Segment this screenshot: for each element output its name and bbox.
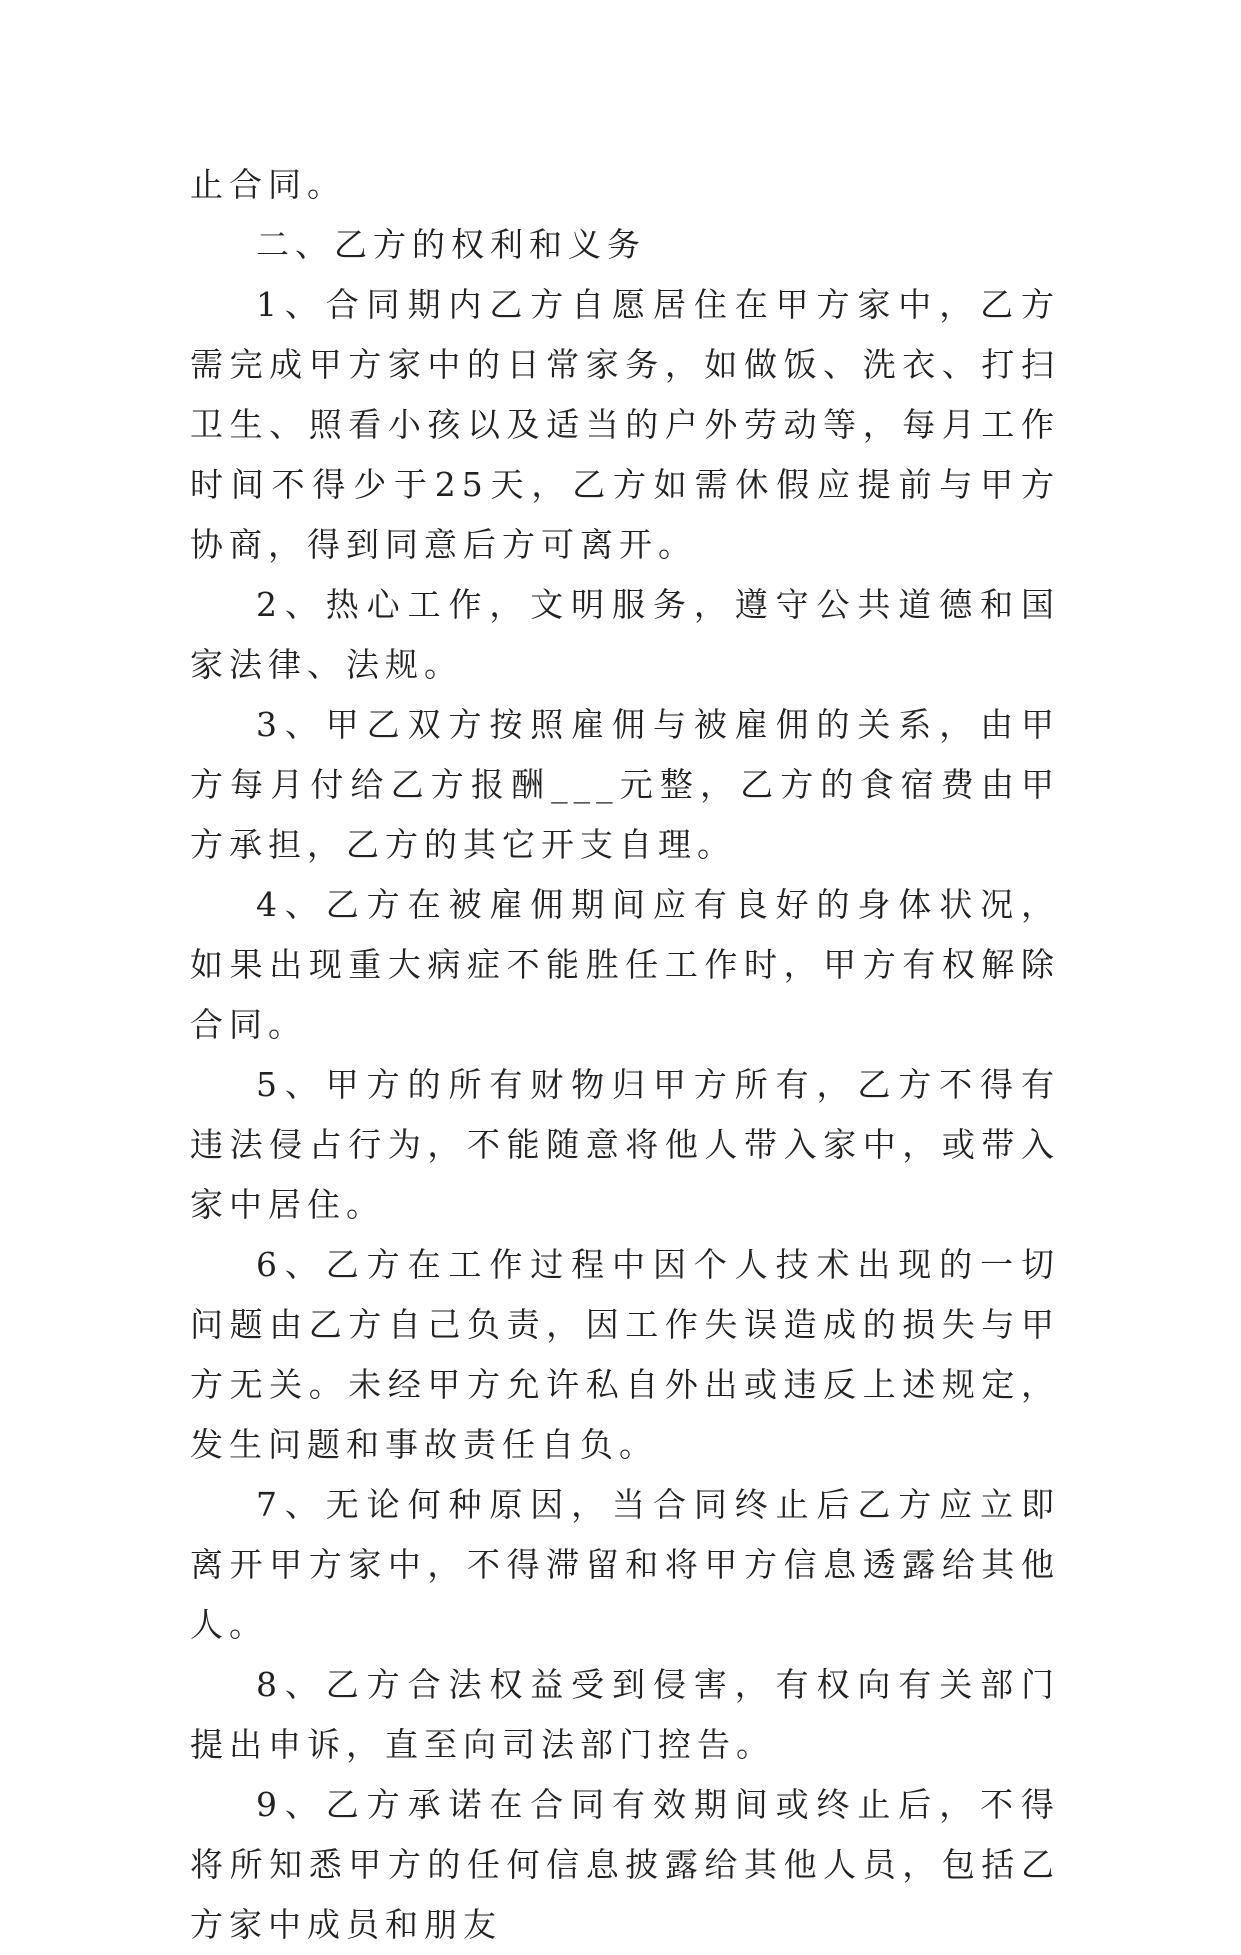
paragraph-continuation: 止合同。 bbox=[190, 165, 346, 204]
clause-4: 4、乙方在被雇佣期间应有良好的身体状况，如果出现重大病症不能胜任工作时，甲方有权解除合同。 bbox=[190, 885, 1060, 1044]
clause-5: 5、甲方的所有财物归甲方所有，乙方不得有违法侵占行为，不能随意将他人带入家中，或带入家中居住。 bbox=[190, 1065, 1060, 1224]
clause-8: 8、乙方合法权益受到侵害，有权向有关部门提出申诉，直至向司法部门控告。 bbox=[190, 1665, 1060, 1764]
clause-7: 7、无论何种原因，当合同终止后乙方应立即离开甲方家中，不得滞留和将甲方信息透露给其他人。 bbox=[190, 1485, 1060, 1644]
clause-1: 1、合同期内乙方自愿居住在甲方家中，乙方需完成甲方家中的日常家务，如做饭、洗衣、打扫卫生、照看小孩以及适当的户外劳动等，每月工作时间不得少于25天，乙方如需休假应提前与甲方协商，得到同意后方可离开。 bbox=[190, 285, 1060, 564]
clause-9: 9、乙方承诺在合同有效期间或终止后，不得将所知悉甲方的任何信息披露给其他人员，包括乙方家中成员和朋友 bbox=[190, 1785, 1060, 1944]
document-body bbox=[190, 155, 1060, 1955]
section-heading-party-b-rights: 二、乙方的权利和义务 bbox=[256, 225, 646, 264]
clause-2: 2、热心工作，文明服务，遵守公共道德和国家法律、法规。 bbox=[190, 585, 1060, 684]
clause-6: 6、乙方在工作过程中因个人技术出现的一切问题由乙方自己负责，因工作失误造成的损失与甲方无关。未经甲方允许私自外出或违反上述规定，发生问题和事故责任自负。 bbox=[190, 1245, 1060, 1464]
clause-3: 3、甲乙双方按照雇佣与被雇佣的关系，由甲方每月付给乙方报酬___元整，乙方的食宿费由甲方承担，乙方的其它开支自理。 bbox=[190, 705, 1060, 864]
